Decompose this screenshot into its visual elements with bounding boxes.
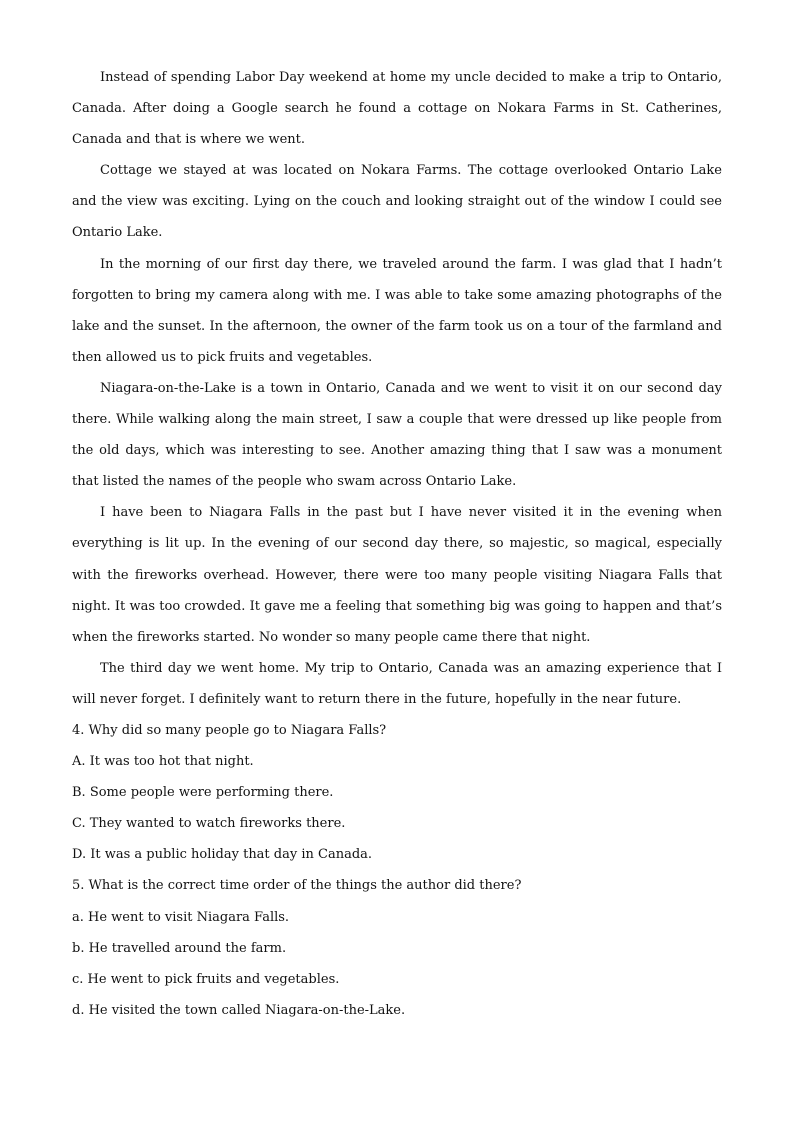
passage-paragraph-3: In the morning of our first day there, we traveled around the farm. I was glad that I hadn’t forgotten to bring my camera along with me. I was able to take some amazing photographs of the lake and the sunset. In the afternoon, the owner of the farm took us on a tour of the farmland and then allowed us to pick fruits and vegetables. [72, 256, 722, 365]
answer-option-a: A. It was too hot that night. [72, 754, 254, 770]
answer-option-b: B. Some people were performing there. [72, 785, 334, 801]
passage-paragraph-6: The third day we went home. My trip to Ontario, Canada was an amazing experience that I will never forget. I definitely want to return there in the future, hopefully in the near future. [72, 660, 722, 707]
answer-option-d: D. It was a public holiday that day in Canada. [72, 847, 373, 863]
passage-paragraph-2: Cottage we stayed at was located on Nokara Farms. The cottage overlooked Ontario Lake and the view was exciting. Lying on the couch and looking straight out of the window I could see Ontario Lake. [72, 163, 722, 241]
passage-paragraph-4: Niagara-on-the-Lake is a town in Ontario, Canada and we went to visit it on our second day there. While walking along the main street, I saw a couple that were dressed up like people from the old days, which was interesting to see. Another amazing thing that I saw was a monument that listed the names of the people who swam across Ontario Lake. [72, 380, 722, 490]
passage-paragraph-1: Instead of spending Labor Day weekend at home my uncle decided to make a trip to Ontario, Canada. After doing a Google search he found a cottage on Nokara Farms in St. Catherines, Canada and that is where we went. [72, 70, 722, 148]
event-item-a: a. He went to visit Niagara Falls. [72, 909, 290, 925]
question-prompt: 4. Why did so many people go to Niagara Falls? [72, 722, 387, 738]
event-item-b: b. He travelled around the farm. [72, 940, 287, 956]
event-item-d: d. He visited the town called Niagara-on-the-Lake. [72, 1002, 406, 1018]
answer-option-c: C. They wanted to watch fireworks there. [72, 816, 346, 832]
question-prompt: 5. What is the correct time order of the things the author did there? [72, 878, 522, 894]
question-4 [72, 715, 722, 870]
passage-paragraph-5: I have been to Niagara Falls in the past but I have never visited it in the evening when everything is lit up. In the evening of our second day there, so majestic, so magical, especially with the fireworks overhead. However, there were too many people visiting Niagara Falls that night. It was too crowded. It gave me a feeling that something big was going to happen and that’s when the fireworks started. No wonder so many people came there that night. [72, 505, 722, 645]
question-5 [72, 870, 722, 1025]
event-item-c: c. He went to pick fruits and vegetables. [72, 971, 340, 987]
document-page [72, 62, 722, 1026]
